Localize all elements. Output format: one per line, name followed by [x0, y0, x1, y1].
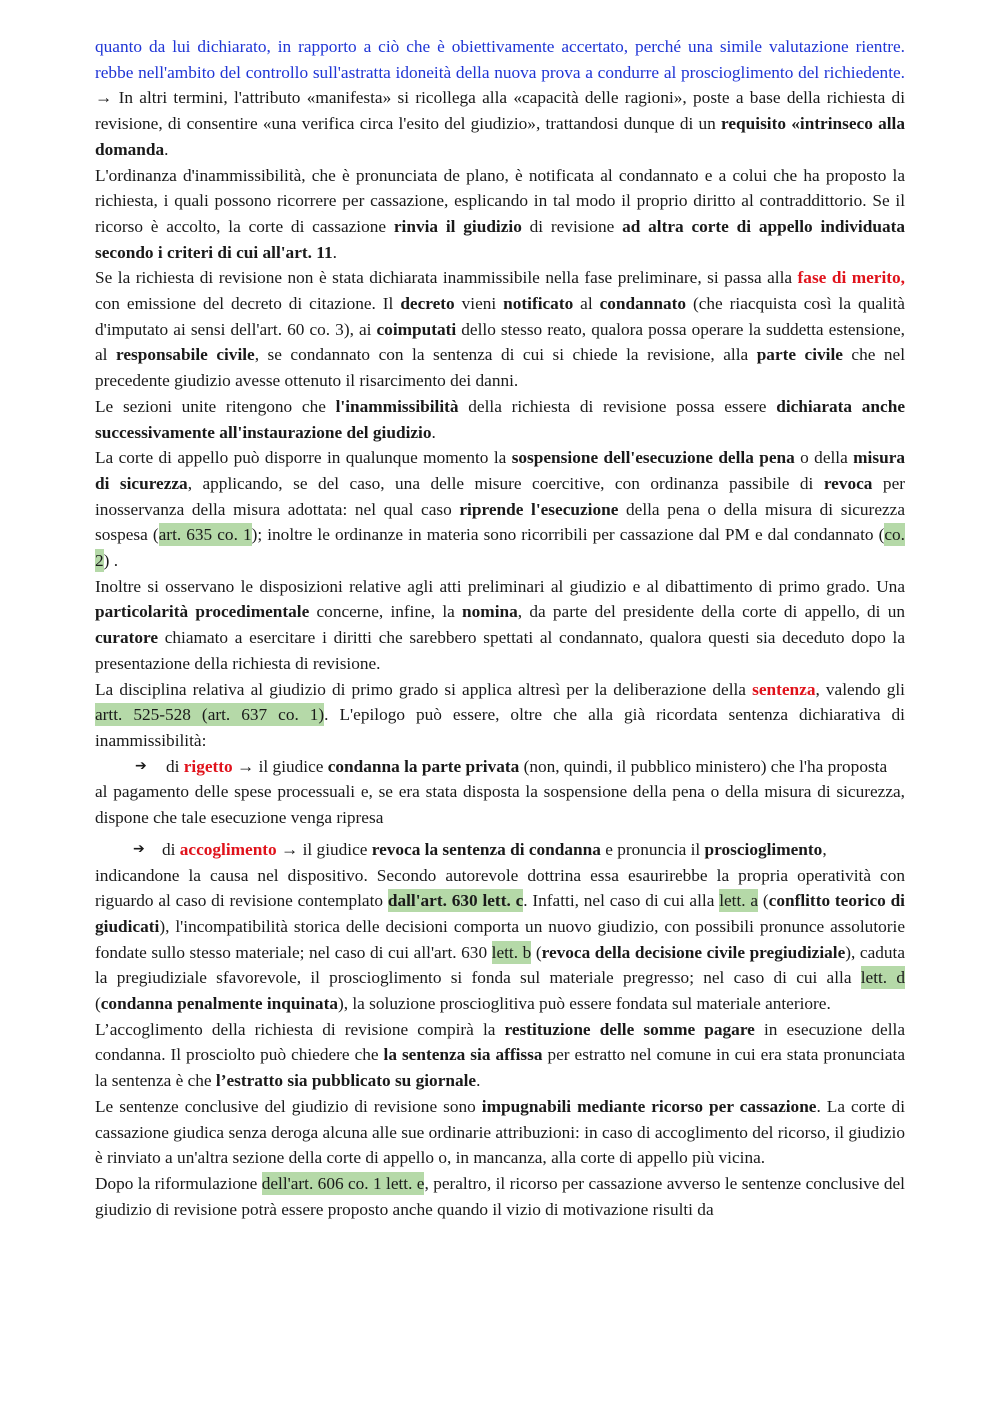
text: e pronuncia il	[600, 839, 705, 859]
paragraph	[95, 1171, 905, 1222]
bold-text: impugnabili mediante ricorso per cassazione	[481, 1096, 817, 1116]
highlighted-reference: dall'art. 630 lett. c	[387, 891, 524, 911]
text: ); inoltre le ordinanze in materia sono ricorribili per cassazione dal PM e dal condannato (	[251, 525, 885, 545]
text: ) .	[103, 551, 119, 571]
bold-text: misura di sicurezza	[95, 448, 905, 493]
text: indicandone la causa nel dispositivo. Secondo autorevole dottrina essa esaurirebbe la propria operatività con riguardo al caso di revisione contemplato	[95, 865, 905, 911]
highlighted-reference: lett. b	[491, 942, 532, 962]
red-emphasis: rigetto	[183, 756, 233, 776]
text: L'ordinanza d'inammissibilità, che è pronunciata de plano, è notificata al condannato e a colui che ha proposto la richiesta, i quali possono ricorrere per cassazione, esplicando in tal modo il proprio diritto al contraddittorio. Se il ricorso è accolto, la corte di cassazione	[95, 165, 905, 236]
text: → il giudice	[232, 756, 328, 776]
bold-text: l'inammissibilità	[335, 396, 459, 416]
bold-text: la sentenza sia affissa	[383, 1045, 543, 1065]
text: , valendo gli	[815, 679, 905, 699]
paragraph: al pagamento delle spese processuali e, se era stata disposta la sospensione della pena o della misura di sicurezza, dispone che tale esecuzione venga ripresa	[95, 782, 905, 828]
bold-text: responsabile civile	[115, 345, 255, 365]
paragraph	[95, 1017, 905, 1094]
text: . Infatti, nel caso di cui alla	[523, 891, 720, 911]
paragraph	[95, 1094, 905, 1171]
highlighted-reference: co. 2	[95, 525, 905, 571]
text: con emissione del decreto di citazione. Il	[95, 294, 401, 314]
text: Le sezioni unite ritengono che	[95, 396, 336, 416]
text: concerne, infine, la	[309, 602, 463, 622]
paragraph	[95, 863, 905, 1017]
red-emphasis: accoglimento	[179, 839, 277, 859]
bold-text: requisito «intrinseco alla domanda	[95, 114, 905, 159]
text: .	[332, 242, 337, 262]
paragraph	[95, 394, 905, 445]
text: chiamato a esercitare i diritti che sarebbero spettati al condannato, qualora questi sia deceduto dopo la presentazione della richiesta di revisione.	[95, 628, 905, 673]
text: o della	[794, 448, 854, 468]
highlighted-reference: art. 635 co. 1	[158, 525, 252, 545]
text: Dopo la riformulazione	[95, 1173, 262, 1193]
arrow-bullet-icon: ➔	[135, 757, 147, 774]
text: La corte di appello può disporre in qualunque momento la	[95, 448, 512, 468]
bold-text: particolarità procedimentale	[95, 602, 310, 622]
text: ), caduta la pregiudiziale sfavorevole, il proscioglimento si fonda sul materiale pregresso; nel caso di cui alla	[95, 942, 905, 988]
bold-text: riprende l'esecuzione	[459, 499, 619, 519]
bold-text: curatore	[95, 628, 159, 648]
bold-text: condanna penalmente inquinata	[100, 994, 338, 1014]
paragraph	[95, 163, 905, 266]
text: .	[431, 422, 436, 442]
text: , da parte del presidente della corte di appello, di un	[517, 602, 906, 622]
bold-text: decreto	[400, 294, 455, 314]
text: al	[573, 294, 600, 314]
text: di	[162, 839, 180, 859]
text: della richiesta di revisione possa essere	[458, 396, 777, 416]
bullet-item-rigetto	[95, 754, 905, 780]
bold-text: revoca	[823, 473, 873, 493]
document-page	[95, 34, 905, 1222]
text: (	[758, 891, 769, 911]
bold-text: restituzione delle somme pagare	[504, 1019, 755, 1039]
red-emphasis: fase di merito,	[797, 268, 905, 288]
text: Le sentenze conclusive del giudizio di revisione sono	[95, 1096, 482, 1116]
highlighted-reference: artt. 525-528 (art. 637 co. 1)	[95, 705, 325, 725]
text: (non, quindi, il pubblico ministero) che l'ha proposta	[519, 756, 888, 776]
text: vieni	[454, 294, 504, 314]
text: L’accoglimento della richiesta di revisione compirà la	[95, 1019, 505, 1039]
text: → In altri termini, l'attributo «manifesta» si ricollega alla «capacità delle ragioni», poste a base della richiesta di revisione, di consentire «una verifica circa l'esito del giudizio», trattandosi dunque di un	[95, 88, 905, 134]
text: della pena o della misura di sicurezza sospesa (	[95, 499, 905, 545]
bold-text: conflitto teorico di giudicati	[95, 891, 905, 936]
text: per inosservanza della misura adottata: nel qual caso	[95, 473, 905, 519]
bold-text: ad altra corte di appello individuata secondo i criteri di cui all'art. 11	[95, 216, 905, 262]
highlighted-reference: lett. a	[719, 891, 759, 911]
highlighted-reference: lett. d	[860, 968, 906, 988]
text: La disciplina relativa al giudizio di primo grado si applica altresì per la deliberazione della	[95, 679, 753, 699]
text: , se condannato con la sentenza di cui si chiede la revisione, alla	[254, 345, 757, 365]
text: ,	[822, 839, 827, 859]
text: in esecuzione della condanna. Il prosciolto può chiedere che	[95, 1019, 905, 1065]
text: ), l'incompatibilità storica delle decisioni comporta un nuovo giudizio, con possibili pronunce assolutorie fondate sullo stesso materiale; nel caso di cui all'art. 630	[95, 916, 905, 962]
bold-text: revoca della decisione civile pregiudiziale	[541, 942, 846, 962]
bold-text: condanna la parte privata	[327, 756, 520, 776]
bold-text: dichiarata anche successivamente all'instaurazione del giudizio	[95, 396, 905, 442]
text: Se la richiesta di revisione non è stata dichiarata inammissibile nella fase preliminare, si passa alla	[95, 268, 798, 288]
text: ), la soluzione proscioglitiva può essere fondata sul materiale anteriore.	[337, 994, 831, 1014]
bold-text: l’estratto sia pubblicato su giornale	[215, 1071, 477, 1091]
text: , peraltro, il ricorso per cassazione avverso le sentenze conclusive del giudizio di revisione potrà essere proposto anche quando il vizio di motivazione risulti da	[95, 1173, 905, 1219]
text: (	[531, 942, 542, 962]
text: che nel precedente giudizio avesse ottenuto il risarcimento dei danni.	[95, 345, 906, 391]
text: di revisione	[521, 216, 623, 236]
text: .	[164, 139, 169, 159]
bold-text: sospensione dell'esecuzione della pena	[511, 448, 795, 468]
paragraph	[95, 574, 905, 677]
text: . L'epilogo può essere, oltre che alla già ricordata sentenza dichiarativa di inammissibilità:	[95, 705, 905, 750]
arrow-bullet-icon: ➔	[133, 840, 145, 857]
red-emphasis: sentenza	[752, 679, 816, 699]
bold-text: revoca la sentenza di condanna	[371, 839, 601, 859]
text: → il giudice	[276, 839, 372, 859]
text: per estratto nel comune in cui era stata pronunciata la sentenza è che	[95, 1045, 905, 1091]
bold-text: condannato	[599, 294, 687, 314]
text: (	[95, 994, 101, 1014]
bold-text: nomina	[462, 602, 518, 622]
blue-text: quanto da lui dichiarato, in rapporto a ciò che è obiettivamente accertato, perché una simile valutazione rientre. rebbe nell'ambito del controllo sull'astratta idoneità della nuova prova a condurre al proscioglimento del richiedente.	[95, 37, 905, 82]
paragraph	[95, 34, 905, 163]
bold-text: notificato	[503, 294, 574, 314]
text: Inoltre si osservano le disposizioni relative agli atti preliminari al giudizio e al dibattimento di primo grado. Una	[95, 576, 905, 596]
highlighted-reference: dell'art. 606 co. 1 lett. e	[261, 1173, 425, 1193]
bold-text: coimputati	[376, 319, 457, 339]
bold-text: rinvia il giudizio	[393, 216, 522, 236]
bold-text: parte civile	[756, 345, 843, 365]
text: . La corte di cassazione giudica senza deroga alcuna alle sue ordinarie attribuzioni: in caso di accoglimento del ricorso, il giudizio è rinviato a un'altra sezione della corte di appello o, in mancanza, alla corte di appello più vicina.	[95, 1096, 905, 1168]
text: dello stesso reato, qualora possa operare la suddetta estensione, al	[95, 319, 905, 365]
paragraph	[95, 677, 905, 754]
bullet-item-accoglimento	[95, 837, 905, 863]
text: (che riacquista così la qualità d'imputato ai sensi dell'art. 60 co. 3), ai	[95, 294, 905, 339]
bold-text: proscioglimento	[704, 839, 823, 859]
paragraph	[95, 265, 905, 394]
text: .	[476, 1071, 481, 1091]
paragraph	[95, 445, 905, 574]
text: , applicando, se del caso, una delle misure coercitive, con ordinanza passibile di	[187, 473, 824, 493]
text: di	[166, 756, 184, 776]
